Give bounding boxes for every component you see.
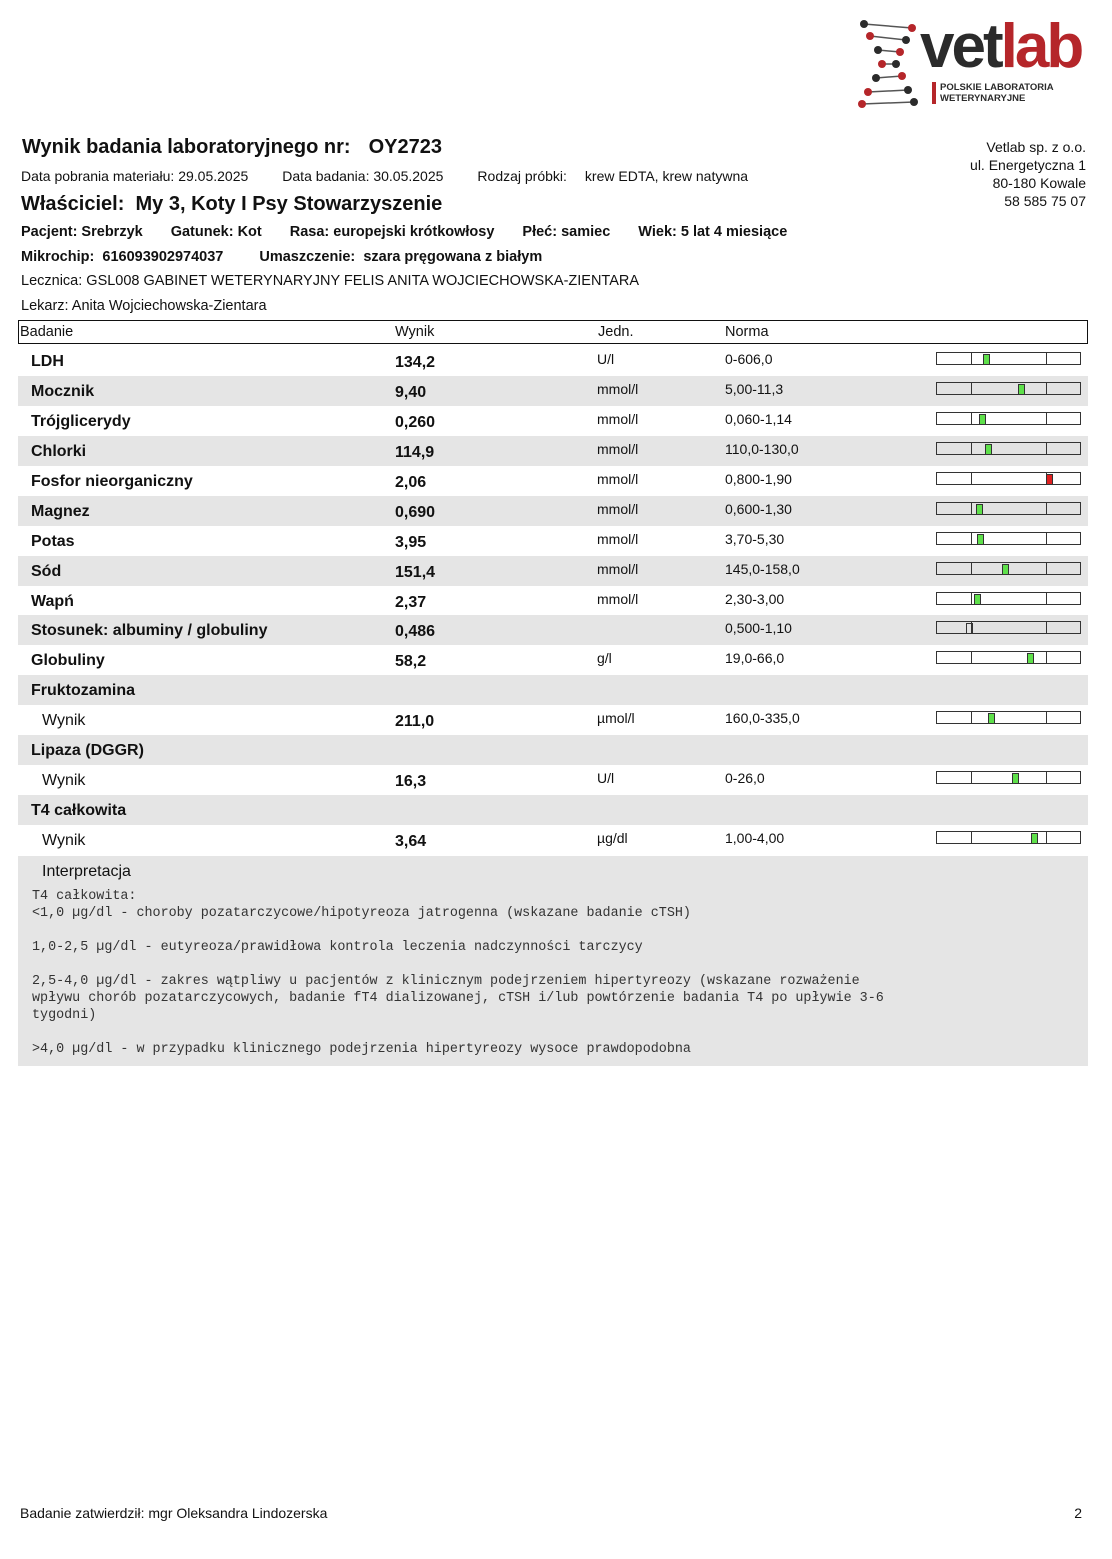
range-tick xyxy=(971,532,972,545)
test-name: Fosfor nieorganiczny xyxy=(31,472,193,490)
patient-name: Pacjent: Srebrzyk xyxy=(21,224,143,240)
range-bar xyxy=(936,502,1081,515)
range-tick xyxy=(1046,562,1047,575)
species: Gatunek: Kot xyxy=(170,224,262,240)
range-tick xyxy=(1046,831,1047,844)
value-marker xyxy=(988,713,995,724)
table-group-row xyxy=(18,675,1088,705)
col-unit: Jedn. xyxy=(598,324,634,340)
clinic-line: Lecznica: GSL008 GABINET WETERYNARYJNY FELIS ANITA WOJCIECHOWSKA-ZIENTARA xyxy=(21,273,640,289)
test-name: LDH xyxy=(31,353,64,370)
dates-line: Data pobrania materiału: 29.05.2025 Data badania: 30.05.2025 Rodzaj próbki: krew EDTA, krew natywna xyxy=(21,168,749,184)
range-tick xyxy=(971,592,972,605)
table-row xyxy=(18,825,1088,855)
test-norm: 0-606,0 xyxy=(725,351,773,367)
approved-by: Badanie zatwierdził: mgr Oleksandra Lindozerska xyxy=(20,1505,328,1521)
range-tick xyxy=(1046,621,1047,634)
value-marker xyxy=(1046,474,1053,485)
dna-helix-icon xyxy=(856,18,922,110)
table-row xyxy=(18,376,1088,406)
range-tick xyxy=(971,352,972,365)
test-unit: mmol/l xyxy=(597,380,639,397)
test-norm: 0,060-1,14 xyxy=(725,410,792,427)
test-norm: 0-26,0 xyxy=(725,770,765,787)
age: Wiek: 5 lat 4 miesiące xyxy=(638,224,788,240)
test-name: Stosunek: albuminy / globuliny xyxy=(31,622,268,640)
table-row xyxy=(18,466,1088,496)
interpretation-line xyxy=(32,922,884,939)
col-norm: Norma xyxy=(725,324,769,340)
value-marker xyxy=(1012,773,1019,784)
interpretation-line: 1,0-2,5 µg/dl - eutyreoza/prawidłowa kontrola leczenia nadczynności tarczycy xyxy=(32,940,643,955)
range-tick xyxy=(971,651,972,664)
logo-wordmark: vetlab xyxy=(920,12,1082,81)
range-tick xyxy=(971,412,972,425)
test-unit: mmol/l xyxy=(597,590,639,607)
interpretation-line: <1,0 µg/dl - choroby pozatarczycowe/hipotyreoza jatrogenna (wskazane badanie cTSH) xyxy=(32,906,691,921)
test-value: 3,64 xyxy=(395,833,427,851)
test-name: Sód xyxy=(31,562,62,580)
value-marker xyxy=(976,504,983,515)
test-name: Chlorki xyxy=(31,442,87,460)
test-norm: 3,70-5,30 xyxy=(725,530,785,547)
breed: Rasa: europejski krótkowłosy xyxy=(289,224,495,240)
value-marker xyxy=(979,414,986,425)
test-name: Wynik xyxy=(42,712,86,730)
sample-type: krew EDTA, krew natywna xyxy=(584,168,749,184)
table-group-row xyxy=(18,735,1088,765)
range-tick xyxy=(971,442,972,455)
range-tick xyxy=(1046,382,1047,395)
table-row xyxy=(18,765,1088,795)
range-bar xyxy=(936,711,1081,724)
range-tick xyxy=(1046,412,1047,425)
value-marker xyxy=(983,354,990,365)
range-bar xyxy=(936,651,1081,664)
interpretation-line xyxy=(32,1024,884,1041)
col-result: Wynik xyxy=(395,324,435,340)
microchip-line: Mikrochip: 616093902974037 Umaszczenie: szara pręgowana z białym xyxy=(21,249,543,265)
test-norm: 0,800-1,90 xyxy=(725,470,792,487)
test-norm: 110,0-130,0 xyxy=(725,440,799,457)
test-unit: mmol/l xyxy=(597,470,639,487)
range-tick xyxy=(1046,532,1047,545)
interpretation-heading: Interpretacja xyxy=(42,863,131,880)
test-date: Data badania: 30.05.2025 xyxy=(282,168,444,184)
test-norm: 1,00-4,00 xyxy=(725,830,785,847)
table-row xyxy=(18,526,1088,556)
test-norm: 5,00-11,3 xyxy=(725,380,784,397)
test-value: 0,690 xyxy=(395,503,436,521)
test-value: 2,06 xyxy=(395,473,427,491)
range-bar xyxy=(936,382,1081,395)
range-bar xyxy=(936,562,1081,575)
interpretation-line: T4 całkowita: xyxy=(32,889,137,904)
test-unit: mmol/l xyxy=(597,530,639,547)
test-value: 16,3 xyxy=(395,773,427,791)
value-marker xyxy=(1002,564,1009,575)
range-tick xyxy=(971,771,972,784)
test-value: 0,260 xyxy=(395,413,436,431)
interpretation-box xyxy=(18,856,1088,1066)
test-name: Globuliny xyxy=(31,652,105,670)
value-marker xyxy=(974,594,981,605)
range-bar xyxy=(936,831,1081,844)
table-row xyxy=(18,496,1088,526)
page-number: 2 xyxy=(1074,1505,1082,1521)
table-row xyxy=(18,556,1088,586)
vetlab-logo xyxy=(856,12,1092,110)
range-tick xyxy=(1046,352,1047,365)
test-name: Mocznik xyxy=(31,382,95,400)
test-value: 211,0 xyxy=(395,713,435,731)
test-value: 3,95 xyxy=(395,533,427,551)
test-norm: 160,0-335,0 xyxy=(725,710,800,727)
value-marker xyxy=(966,623,973,634)
sex: Płeć: samiec xyxy=(522,224,611,240)
test-unit: g/l xyxy=(597,650,612,667)
test-norm: 19,0-66,0 xyxy=(725,650,785,667)
logo-subtitle: POLSKIE LABORATORIA WETERYNARYJNE xyxy=(932,82,1054,104)
range-tick xyxy=(971,472,972,485)
test-unit: U/l xyxy=(597,351,615,367)
test-value: 134,2 xyxy=(395,354,436,371)
table-row xyxy=(18,436,1088,466)
range-tick xyxy=(971,711,972,724)
range-tick xyxy=(971,831,972,844)
test-name: Trójglicerydy xyxy=(31,412,131,430)
report-number: OY2723 xyxy=(368,136,442,158)
range-tick xyxy=(1046,711,1047,724)
range-tick xyxy=(1046,592,1047,605)
interpretation-line: tygodni) xyxy=(32,1008,97,1023)
test-name: Wapń xyxy=(31,592,74,610)
test-unit: µmol/l xyxy=(597,710,635,727)
test-name: Lipaza (DGGR) xyxy=(31,742,144,760)
sample-date: Data pobrania materiału: 29.05.2025 xyxy=(21,168,249,184)
test-value: 114,9 xyxy=(395,443,435,461)
test-unit: mmol/l xyxy=(597,560,639,577)
test-name: Magnez xyxy=(31,502,90,520)
test-unit: µg/dl xyxy=(597,830,628,847)
table-row xyxy=(18,346,1088,376)
test-value: 58,2 xyxy=(395,653,427,671)
test-name: Potas xyxy=(31,532,75,550)
interpretation-line: >4,0 µg/dl - w przypadku klinicznego podejrzenia hipertyreozy wysoce prawdopodobna xyxy=(32,1042,691,1057)
interpretation-line: wpływu chorób pozatarczycowych, badanie fT4 dializowanej, cTSH i/lub powtórzenie badania T4 po upływie 3-6 xyxy=(32,991,884,1006)
range-bar xyxy=(936,532,1081,545)
company-address: Vetlab sp. z o.o. ul. Energetyczna 1 80-180 Kowale 58 585 75 07 xyxy=(970,139,1086,209)
table-row xyxy=(18,615,1088,645)
value-marker xyxy=(1027,653,1034,664)
range-bar xyxy=(936,472,1081,485)
coat-color: szara pręgowana z białym xyxy=(363,249,543,265)
interpretation-line xyxy=(32,956,884,973)
range-tick xyxy=(1046,442,1047,455)
range-bar xyxy=(936,352,1081,365)
microchip-number: 616093902974037 xyxy=(102,249,224,265)
value-marker xyxy=(1031,833,1038,844)
test-name: Wynik xyxy=(42,832,86,850)
range-bar xyxy=(936,442,1081,455)
test-unit: mmol/l xyxy=(597,440,639,457)
range-tick xyxy=(971,502,972,515)
test-norm: 0,500-1,10 xyxy=(725,620,792,637)
test-name: T4 całkowita xyxy=(31,802,127,820)
range-tick xyxy=(1046,651,1047,664)
test-unit: mmol/l xyxy=(597,500,639,517)
table-row xyxy=(18,586,1088,616)
table-row xyxy=(18,645,1088,675)
col-test: Badanie xyxy=(20,324,74,340)
report-title: Wynik badania laboratoryjnego nr: OY2723 xyxy=(22,136,442,158)
range-bar xyxy=(936,592,1081,605)
value-marker xyxy=(1018,384,1025,395)
interpretation-line: 2,5-4,0 µg/dl - zakres wątpliwy u pacjentów z klinicznym podejrzeniem hipertyreozy (wskazane rozważenie xyxy=(32,974,860,989)
test-value: 9,40 xyxy=(395,383,427,401)
range-tick xyxy=(1046,771,1047,784)
test-unit: U/l xyxy=(597,770,615,787)
test-unit: mmol/l xyxy=(597,410,639,427)
test-value: 0,486 xyxy=(395,623,436,641)
interpretation-text xyxy=(32,888,884,1058)
test-name: Wynik xyxy=(42,772,86,790)
range-tick xyxy=(971,382,972,395)
table-row xyxy=(18,406,1088,436)
test-norm: 145,0-158,0 xyxy=(725,560,800,577)
test-name: Fruktozamina xyxy=(31,682,136,700)
value-marker xyxy=(977,534,984,545)
test-value: 2,37 xyxy=(395,593,427,611)
table-group-row xyxy=(18,795,1088,825)
test-value: 151,4 xyxy=(395,563,436,581)
test-norm: 0,600-1,30 xyxy=(725,500,792,517)
range-bar xyxy=(936,771,1081,784)
range-bar xyxy=(936,621,1081,634)
owner-name: My 3, Koty I Psy Stowarzyszenie xyxy=(135,193,443,215)
owner-line: Właściciel: My 3, Koty I Psy Stowarzyszenie xyxy=(21,193,443,215)
range-tick xyxy=(971,562,972,575)
test-norm: 2,30-3,00 xyxy=(725,590,785,607)
table-row xyxy=(18,705,1088,735)
patient-line xyxy=(21,224,787,240)
doctor-line: Lekarz: Anita Wojciechowska-Zientara xyxy=(21,298,267,314)
range-tick xyxy=(1046,502,1047,515)
range-bar xyxy=(936,412,1081,425)
results-table-header xyxy=(18,320,1088,344)
value-marker xyxy=(985,444,992,455)
